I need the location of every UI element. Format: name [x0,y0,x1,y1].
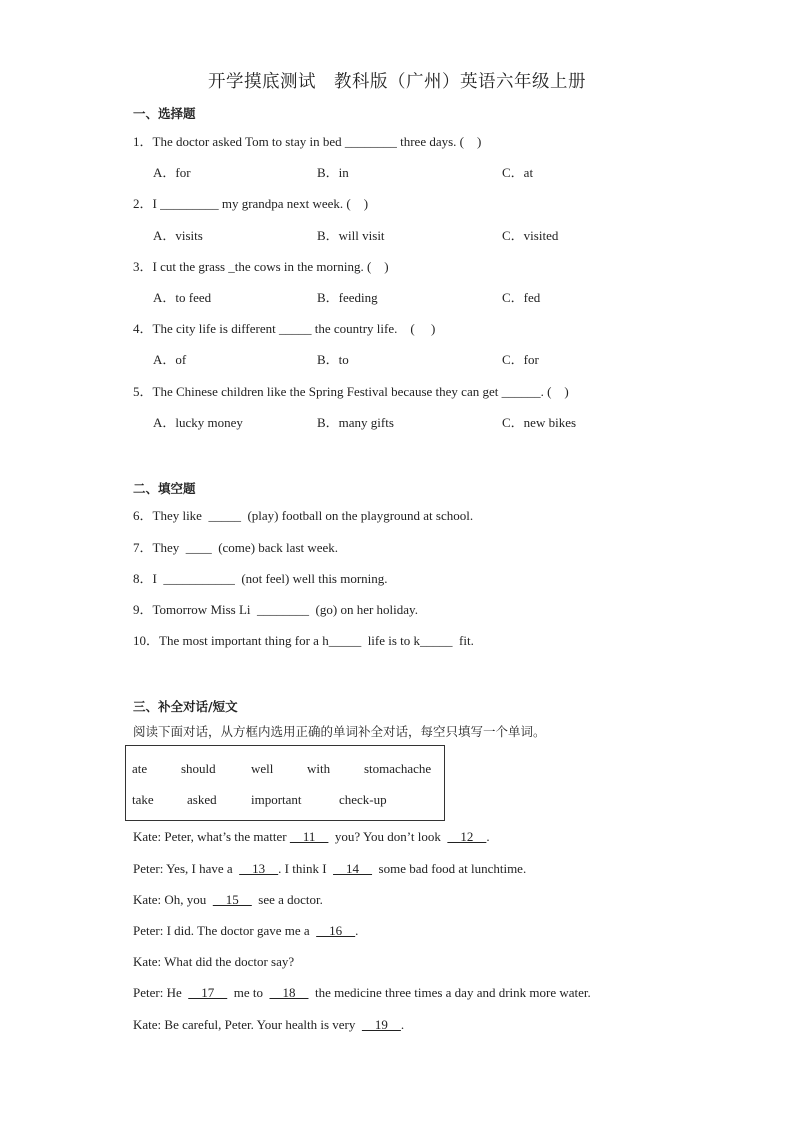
page-title: 开学摸底测试 教科版（广州）英语六年级上册 [208,72,586,92]
blank-16[interactable]: 16 [316,923,356,938]
blank-18[interactable]: 18 [269,985,309,1000]
section-heading-fill: 二、填空题 [133,481,196,496]
question-5: 5．The Chinese children like the Spring Festival because they can get ______. ( ) [133,384,569,399]
option-1b: B．in [317,165,349,180]
dialogue-line: Peter: He 17 me to 18 the medicine three times a day and drink more water. [133,985,591,1000]
dialogue-line: Peter: I did. The doctor gave me a 16 . [133,923,359,938]
question-8: 8．I ___________ (not feel) well this morning. [133,571,388,586]
option-3b: B．feeding [317,290,378,305]
blank-17[interactable]: 17 [188,985,228,1000]
blank-13[interactable]: 13 [239,861,279,876]
word-bank-box [125,745,445,821]
section-heading-dialogue: 三、补全对话/短文 [133,699,238,714]
question-1: 1．The doctor asked Tom to stay in bed ________ three days. ( ) [133,134,482,149]
question-7: 7．They ____ (come) back last week. [133,540,339,555]
word-bank-item: check-up [339,792,387,807]
section-heading-choice: 一、选择题 [133,106,196,121]
option-1c: C．at [502,165,534,180]
dialogue-line: Kate: Be careful, Peter. Your health is very 19 . [133,1017,405,1032]
question-10: 10．The most important thing for a h_____ life is to k_____ fit. [133,633,474,648]
word-bank-item: take [132,792,154,807]
option-5c: C．new bikes [502,415,577,430]
word-bank-item: stomachache [364,761,432,776]
question-9: 9．Tomorrow Miss Li ________ (go) on her holiday. [133,602,418,617]
option-1a: A．for [153,165,191,180]
word-bank-item: ate [132,761,148,776]
dialogue-line: Kate: What did the doctor say? [133,954,295,969]
option-5b: B．many gifts [317,415,394,430]
dialogue-line: Kate: Peter, what’s the matter 11 you? You don’t look 12 . [133,829,490,844]
word-bank-item: asked [187,792,217,807]
question-2: 2．I _________ my grandpa next week. ( ) [133,196,369,211]
question-3: 3．I cut the grass _the cows in the morning. ( ) [133,259,389,274]
question-6: 6．They like _____ (play) football on the playground at school. [133,508,474,523]
option-2b: B．will visit [317,228,385,243]
question-4: 4．The city life is different _____ the country life. ( ) [133,321,436,336]
option-3c: C．fed [502,290,541,305]
option-2c: C．visited [502,228,559,243]
option-5a: A．lucky money [153,415,243,430]
dialogue-line: Peter: Yes, I have a 13 . I think I 14 some bad food at lunchtime. [133,861,527,876]
dialogue-line: Kate: Oh, you 15 see a doctor. [133,892,323,907]
option-3a: A．to feed [153,290,212,305]
option-4b: B．to [317,352,349,367]
option-4a: A．of [153,352,187,367]
option-4c: C．for [502,352,539,367]
blank-14[interactable]: 14 [333,861,373,876]
blank-11[interactable]: 11 [289,829,329,844]
blank-12[interactable]: 12 [447,829,487,844]
word-bank-item: well [251,761,274,776]
word-bank-item: with [307,761,331,776]
word-bank-item: should [181,761,216,776]
blank-15[interactable]: 15 [212,892,252,907]
option-2a: A．visits [153,228,203,243]
section-instruction: 阅读下面对话，从方框内选用正确的单词补全对话，每空只填写一个单词。 [133,724,546,739]
word-bank-item: important [251,792,302,807]
blank-19[interactable]: 19 [361,1017,401,1032]
